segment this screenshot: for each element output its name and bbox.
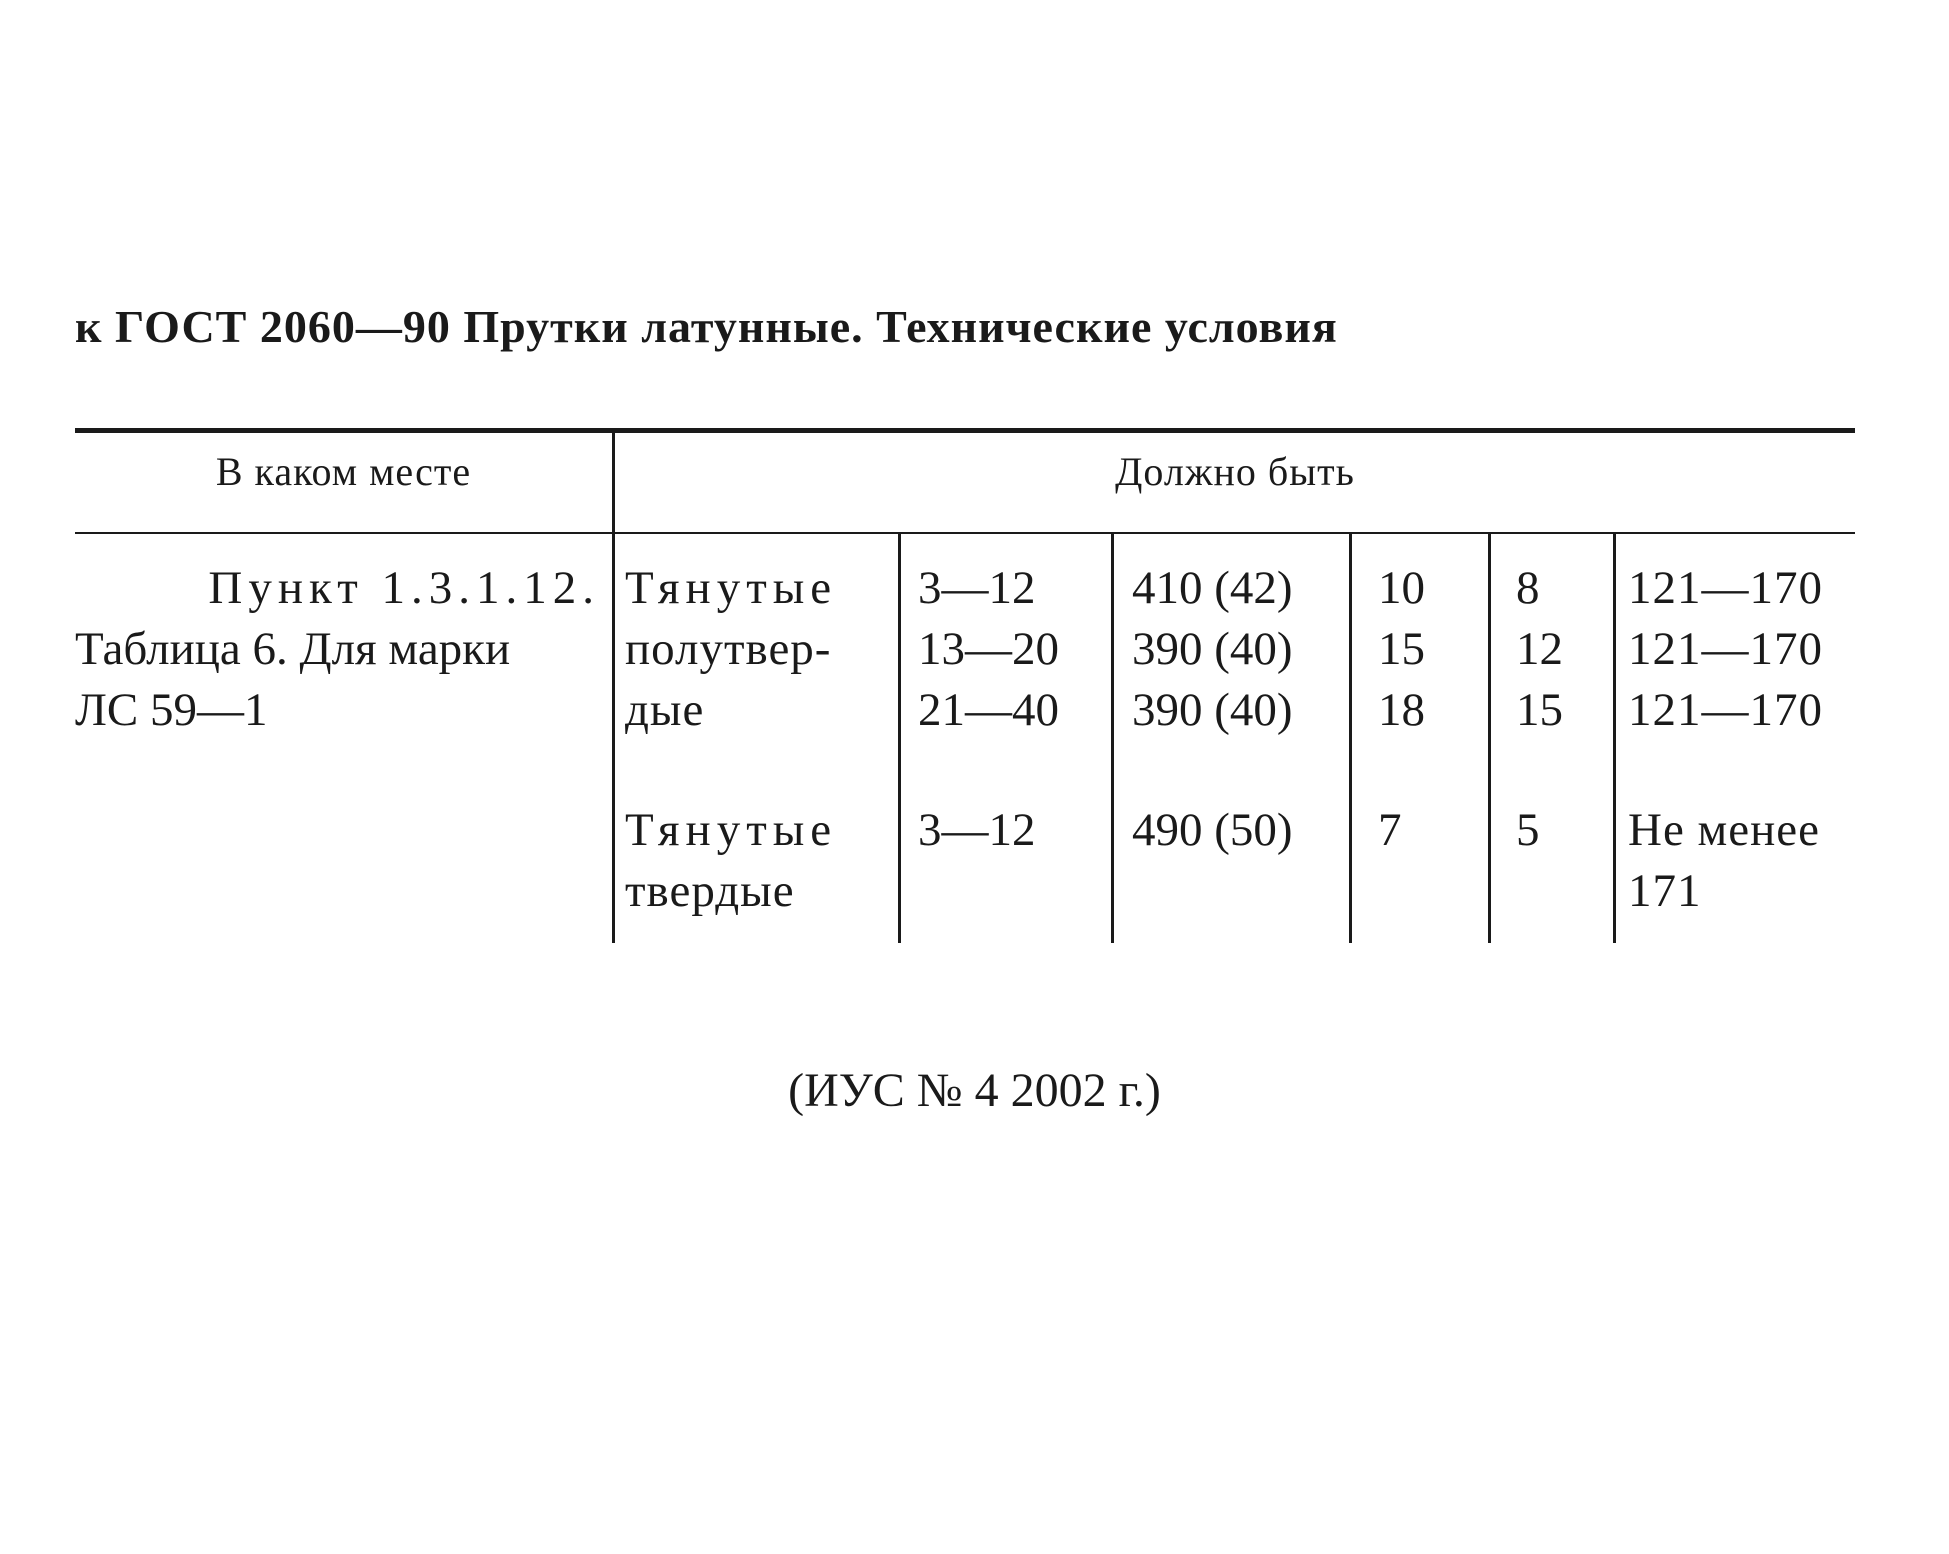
header-place: В каком месте [215,449,472,494]
document-title: к ГОСТ 2060—90 Прутки латунные. Технические условия [75,301,1338,352]
place-line-2: Таблица 6. Для марки [75,623,511,675]
hardness-value: 171 [1628,865,1702,917]
diameter-value: 13—20 [918,623,1059,675]
column-separator-1 [612,533,615,943]
diameter-cell-hard [918,800,1036,861]
diameter-value: 3—12 [918,562,1036,614]
state-line: полутвер- [625,623,832,675]
strength-cell-half-hard [1132,558,1293,741]
ius-reference: (ИУС № 4 2002 г.) [788,1064,1161,1117]
elongation-value: 5 [1516,804,1540,856]
elongation1-cell-half-hard [1378,558,1425,741]
elongation-value: 10 [1378,562,1425,614]
hardness-cell-half-hard [1628,558,1823,741]
elongation-value: 15 [1516,684,1563,736]
elongation-value: 15 [1378,623,1425,675]
column-separator-3 [1111,533,1114,943]
strength-value: 390 (40) [1132,623,1293,675]
place-line-1: Пункт 1.3.1.12. [208,562,600,614]
state-line: твердые [625,865,795,917]
state-line: Тянутые [625,562,838,614]
hardness-value: 121—170 [1628,623,1823,675]
elongation2-cell-hard [1516,800,1540,861]
hardness-value: 121—170 [1628,684,1823,736]
elongation-value: 18 [1378,684,1425,736]
place-line-3: ЛС 59—1 [75,684,268,736]
elongation2-cell-half-hard [1516,558,1563,741]
hardness-cell-hard [1628,800,1820,922]
strength-value: 390 (40) [1132,684,1293,736]
table-top-rule [75,428,1855,433]
column-separator-5 [1488,533,1491,943]
column-separator-6 [1613,533,1616,943]
state-cell-hard [625,800,837,922]
header-should-be: Должно быть [1115,449,1355,494]
diameter-cell-half-hard [918,558,1059,741]
elongation-value: 7 [1378,804,1402,856]
state-cell-half-hard [625,558,837,741]
hardness-value: 121—170 [1628,562,1823,614]
strength-value: 410 (42) [1132,562,1293,614]
place-cell [75,558,600,741]
header-bottom-rule [75,532,1855,534]
elongation1-cell-hard [1378,800,1402,861]
state-line: Тянутые [625,804,838,856]
elongation-value: 8 [1516,562,1540,614]
hardness-value: Не менее [1628,804,1821,856]
state-line: дые [625,684,705,736]
elongation-value: 12 [1516,623,1563,675]
strength-cell-hard [1132,800,1293,861]
diameter-value: 3—12 [918,804,1036,856]
column-separator-4 [1349,533,1352,943]
column-separator-2 [898,533,901,943]
strength-value: 490 (50) [1132,804,1293,856]
diameter-value: 21—40 [918,684,1059,736]
